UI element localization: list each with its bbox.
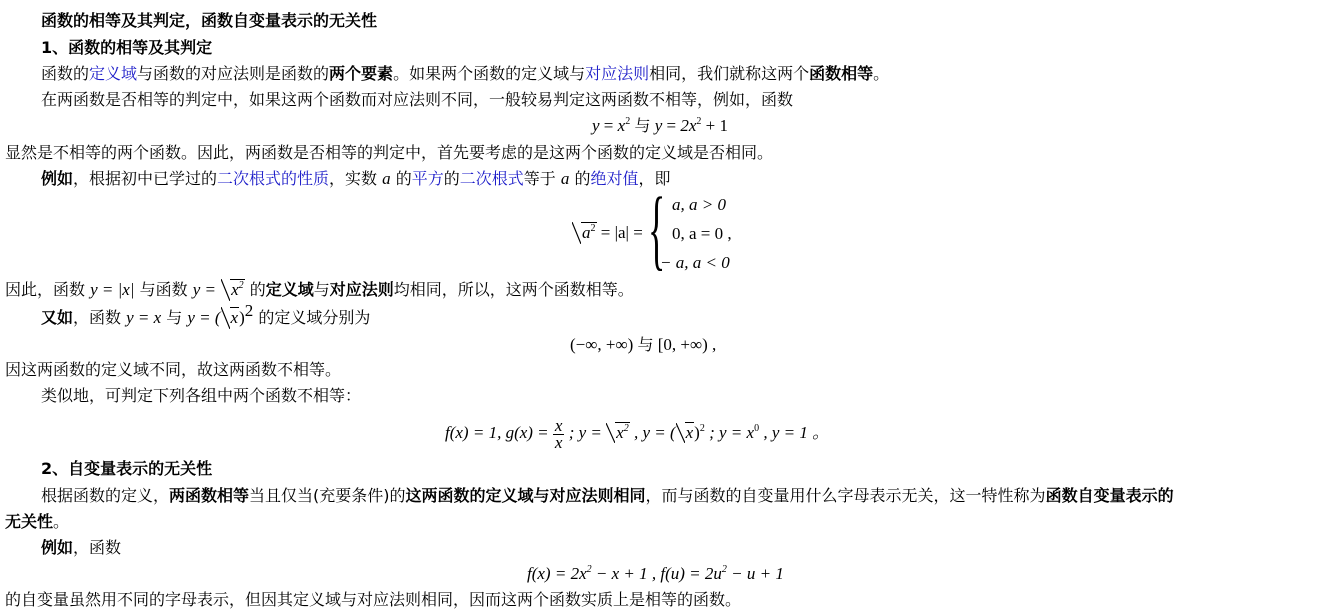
paragraph-obviously: 显然是不相等的两个函数。因此，两函数是否相等的判定中，首先要考虑的是这两个函数的定义域是否相同。	[5, 143, 774, 162]
math: ; y =	[564, 423, 602, 442]
math: − u + 1	[726, 564, 784, 583]
text: 。	[53, 512, 70, 531]
text: ，实数	[329, 169, 383, 188]
equation-fu	[527, 563, 784, 585]
bold-term: 无关性	[5, 512, 54, 531]
math: y = |x|	[90, 280, 135, 299]
text: 。	[873, 64, 890, 83]
left-brace: {	[648, 180, 666, 279]
case-3: − a, a < 0	[660, 253, 730, 272]
text: 与函数	[134, 280, 193, 299]
exp: 2	[244, 301, 254, 320]
math: f(x) = 2x	[527, 564, 587, 583]
numerator: x	[554, 415, 563, 435]
sqrt-symbol	[221, 307, 240, 329]
var: x	[230, 308, 239, 327]
paragraph-conclusion: 的自变量虽然用不同的字母表示，但因其定义域与对应法则相同，因而这两个函数实质上是相等的函数。	[5, 590, 742, 609]
paragraph-different-domain: 因这两函数的定义域不同，故这两函数不相等。	[5, 360, 342, 379]
text: 均相同，所以，这两个函数相等。	[393, 280, 634, 299]
section-1-heading: 1、函数的相等及其判定	[41, 38, 213, 57]
exp: 2	[590, 223, 596, 234]
text: 当且仅当(充要条件)的	[249, 486, 406, 505]
text: 的	[390, 169, 412, 188]
math: ; y = x	[704, 423, 755, 442]
page-title: 函数的相等及其判定，函数自变量表示的无关性	[41, 11, 378, 30]
exp: 2	[586, 564, 592, 575]
text: 相同，我们就称这两个	[649, 64, 810, 83]
paragraph-judgement: 在两函数是否相等的判定中，如果这两个函数而对应法则不同，一般较易判定这两函数不相等，例如，函数	[41, 90, 794, 109]
link-absolute-value[interactable]: 绝对值	[590, 169, 639, 188]
paragraph-similarly: 类似地，可判定下列各组中两个函数不相等：	[41, 386, 362, 405]
link-rule[interactable]: 对应法则	[585, 64, 650, 83]
text: 的	[569, 169, 591, 188]
text: 与	[313, 280, 330, 299]
text: 的	[443, 169, 460, 188]
abs-expr: = |a| =	[600, 223, 643, 242]
interval-2: [0, +∞) ,	[657, 335, 717, 354]
bold-example: 例如	[41, 169, 74, 188]
var: x	[616, 423, 624, 442]
text: 等于	[523, 169, 561, 188]
text-and: 与	[634, 116, 651, 135]
text: 。如果两个函数的定义域与	[393, 64, 586, 83]
text: 函数的	[41, 64, 90, 83]
term: + 1	[705, 116, 728, 135]
paragraph-also	[41, 301, 371, 329]
math: )	[694, 423, 700, 442]
exp: 2	[238, 280, 244, 291]
paragraph-example	[41, 168, 671, 190]
term: 2x	[680, 116, 697, 135]
var: y	[654, 116, 663, 135]
section-2-heading: 2、自变量表示的无关性	[41, 459, 213, 478]
math: y =	[192, 280, 216, 299]
exp: 2	[623, 423, 629, 434]
interval-1: (−∞, +∞)	[570, 335, 634, 354]
text: 与	[161, 308, 188, 327]
text: 根据函数的定义，	[41, 486, 170, 505]
text: ，根据初中已学过的	[73, 169, 218, 188]
text: 与函数的对应法则是函数的	[137, 64, 330, 83]
exp: 2	[625, 116, 631, 127]
link-domain[interactable]: 定义域	[89, 64, 138, 83]
paragraph-example-2	[41, 537, 121, 559]
bold-also: 又如	[41, 308, 74, 327]
exp: 0	[754, 423, 760, 434]
bold-domain: 定义域	[265, 280, 314, 299]
piecewise-equation	[572, 180, 772, 279]
var: a	[382, 169, 391, 188]
op: =	[666, 116, 677, 135]
text: ，而与函数的自变量用什么字母表示无关，这一特性称为	[645, 486, 1046, 505]
text: ，函数	[73, 308, 127, 327]
link-radical-property[interactable]: 二次根式的性质	[217, 169, 330, 188]
math: , y = (	[629, 423, 676, 442]
equation-1	[592, 115, 728, 137]
bold-two-elements: 两个要素	[329, 64, 394, 83]
paragraph-independence-cont	[5, 511, 69, 533]
link-radical[interactable]: 二次根式	[459, 169, 524, 188]
var: x	[231, 280, 239, 299]
text-and: 与	[637, 335, 654, 354]
sqrt-symbol	[676, 423, 695, 443]
math: y = x	[126, 308, 162, 327]
link-square[interactable]: 平方	[411, 169, 444, 188]
var: a	[560, 169, 570, 188]
case-2: 0, a = 0 ,	[672, 224, 732, 243]
math: )	[239, 308, 245, 327]
math: − x + 1 , f(u) = 2u	[591, 564, 722, 583]
paragraph-definition	[41, 63, 889, 85]
bold-example: 例如	[41, 538, 74, 557]
exp: 2	[721, 564, 727, 575]
var: x	[685, 423, 694, 442]
bold-condition: 这两函数的定义域与对应法则相同	[405, 486, 646, 505]
op: =	[603, 116, 614, 135]
text: 的	[244, 280, 266, 299]
text: ，即	[638, 169, 671, 188]
sqrt-symbol	[606, 423, 630, 443]
equation-examples	[445, 413, 829, 453]
paragraph-independence	[41, 485, 1174, 507]
var: y	[592, 116, 600, 135]
text: 的定义域分别为	[253, 308, 371, 327]
text: ，函数	[73, 538, 122, 557]
bold-equal: 两函数相等	[169, 486, 250, 505]
math: y = (	[187, 308, 221, 327]
sqrt-symbol	[572, 222, 597, 244]
bold-term: 函数自变量表示的	[1045, 486, 1174, 505]
math: f(x) = 1, g(x) =	[445, 423, 549, 442]
fraction	[553, 415, 565, 452]
denominator: x	[554, 432, 563, 452]
math: , y = 1 。	[759, 423, 830, 442]
paragraph-therefore	[5, 279, 634, 301]
bold-rule: 对应法则	[329, 280, 394, 299]
equation-intervals	[570, 334, 716, 356]
exp: 2	[699, 423, 705, 434]
sqrt-symbol	[221, 279, 245, 301]
text: 因此，函数	[5, 280, 91, 299]
bold-functions-equal: 函数相等	[809, 64, 874, 83]
var: x	[617, 116, 626, 135]
var: a	[582, 223, 591, 242]
exp: 2	[696, 116, 702, 127]
case-1: a, a > 0	[672, 195, 726, 214]
